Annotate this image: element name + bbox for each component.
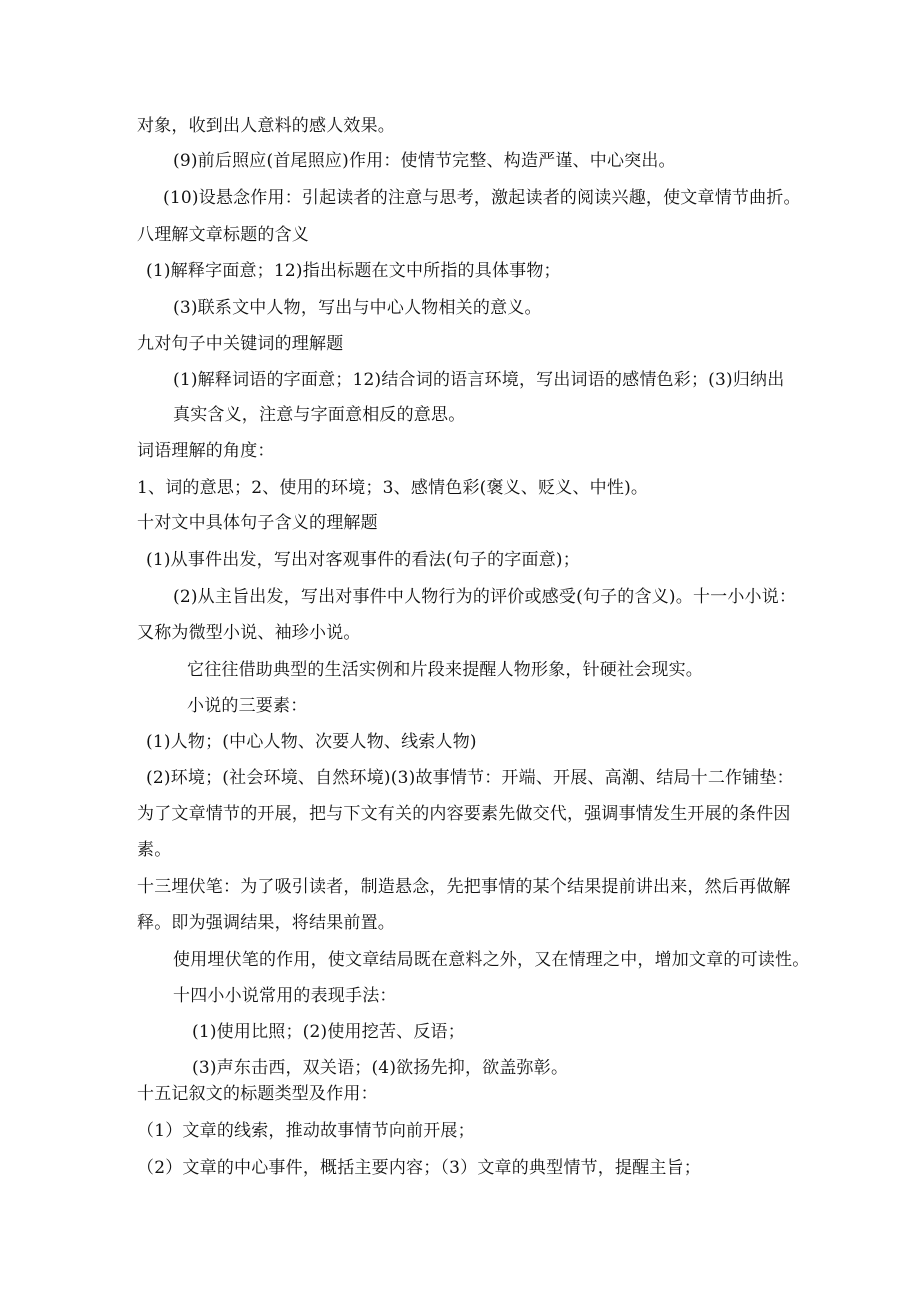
- text-line-18: (1)人物；(中心人物、次要人物、线索人物): [146, 732, 477, 752]
- section-heading-13: 十三埋伏笔：为了吸引读者，制造悬念，先把事情的某个结果提前讲出来，然后再做解: [137, 877, 791, 897]
- text-line-16: 它往往借助典型的生活实例和片段来提醒人物形象，针硬社会现实。: [187, 660, 703, 680]
- text-line-2: (9)前后照应(首尾照应)作用：使情节完整、构造严谨、中心突出。: [173, 151, 676, 171]
- text-line-27: (3)声东击西，双关语；(4)欲扬先抑，欲盖弥彰。: [192, 1058, 569, 1078]
- text-line-15: 又称为微型小说、袖珍小说。: [137, 623, 361, 643]
- text-line-8: (1)解释词语的字面意；12)结合词的语言环境，写出词语的感情色彩；(3)归纳出: [173, 370, 785, 390]
- text-line-3: (10)设悬念作用：引起读者的注意与思考，激起读者的阅读兴趣，使文章情节曲折。: [163, 188, 801, 208]
- text-line-29: （1）文章的线索，推动故事情节向前开展；: [137, 1121, 475, 1141]
- section-heading-10: 十对文中具体句子含义的理解题: [137, 513, 378, 533]
- text-line-5: (1)解释字面意；12)指出标题在文中所指的具体事物；: [146, 261, 561, 281]
- subheading-word-understanding: 词语理解的角度：: [137, 441, 275, 461]
- section-heading-8: 八理解文章标题的含义: [137, 225, 309, 245]
- text-line-21: 素。: [137, 840, 172, 860]
- text-line-13: (1)从事件出发，写出对客观事件的看法(句子的字面意)；: [146, 550, 580, 570]
- text-line-14: (2)从主旨出发，写出对事件中人物行为的评价或感受(句子的含义)。十一小小说：: [173, 587, 797, 607]
- text-line-9: 真实含义，注意与字面意相反的意思。: [173, 405, 466, 425]
- section-heading-9: 九对句子中关键词的理解题: [137, 334, 344, 354]
- text-line-20: 为了文章情节的开展，把与下文有关的内容要素先做交代，强调事情发生开展的条件因: [137, 804, 791, 824]
- text-line-6: (3)联系文中人物，写出与中心人物相关的意义。: [173, 298, 542, 318]
- subheading-three-elements: 小说的三要素：: [187, 696, 308, 716]
- section-heading-14: 十四小小说常用的表现手法：: [173, 986, 397, 1006]
- text-line-11: 1、词的意思；2、使用的环境；3、感情色彩(褒义、贬义、中性)。: [137, 478, 649, 498]
- section-heading-15: 十五记叙文的标题类型及作用：: [137, 1084, 378, 1104]
- text-line-19: (2)环境；(社会环境、自然环境)(3)故事情节：开端、开展、高潮、结局十二作铺垫：: [146, 768, 794, 788]
- text-line-30: （2）文章的中心事件，概括主要内容；（3）文章的典型情节，提醒主旨；: [137, 1158, 701, 1178]
- text-line-1: 对象，收到出人意料的感人效果。: [137, 116, 395, 136]
- text-line-26: (1)使用比照；(2)使用挖苦、反语；: [192, 1022, 465, 1042]
- text-line-24: 使用埋伏笔的作用，使文章结局既在意料之外，又在情理之中，增加文章的可读性。: [173, 950, 810, 970]
- text-line-23: 释。即为强调结果，将结果前置。: [137, 913, 395, 933]
